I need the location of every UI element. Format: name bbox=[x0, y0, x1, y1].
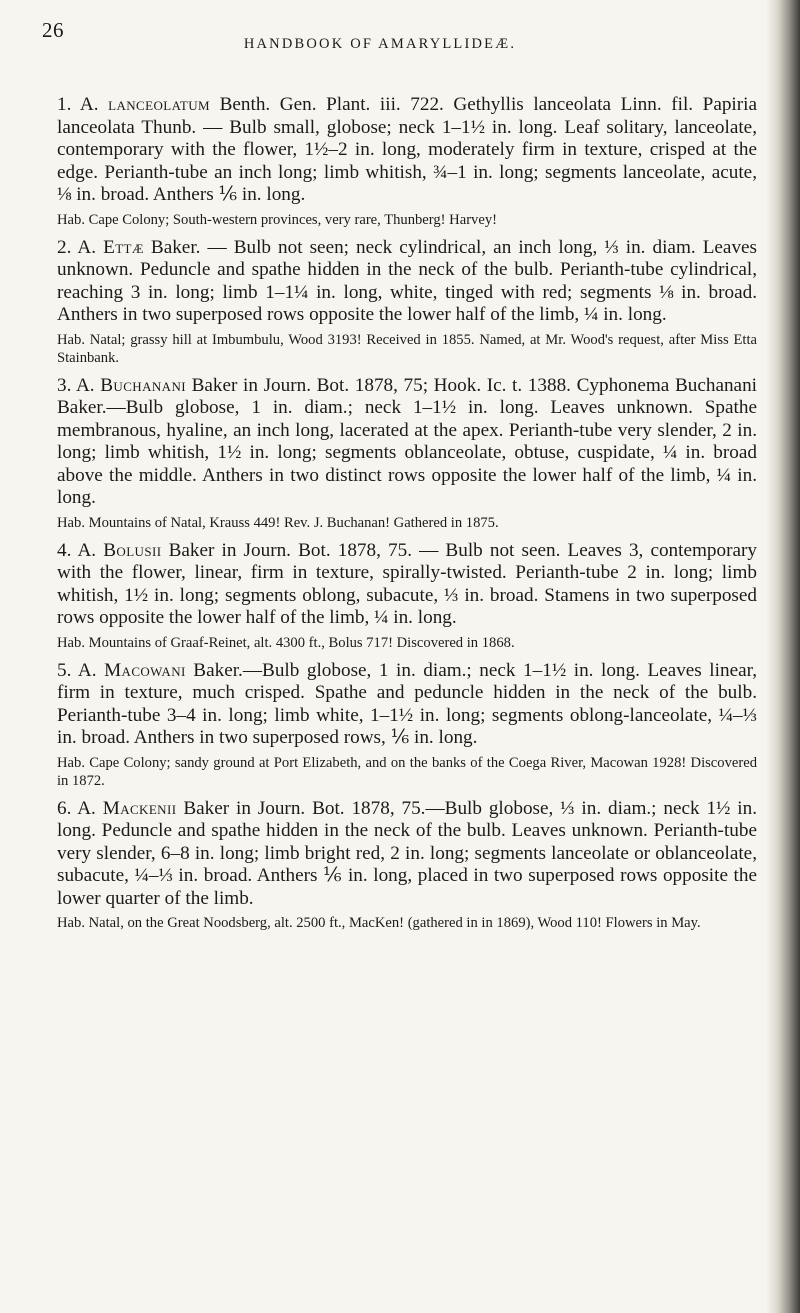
habitat-note: Hab. Mountains of Natal, Krauss 449! Rev. J. Buchanan! Gathered in 1875. bbox=[57, 514, 499, 531]
description-text: Baker in Journ. Bot. 1878, 75.—Bulb globose, ⅓ in. diam.; neck 1½ in. long. Peduncle and spathe hidden in the neck of the bulb. Leaves unknown. Perianth-tube very slender, 6–8 in. long; limb bright red, 2 in. long; segments lanceolate or oblanceolate, subacute, ¼–⅓ in. broad. Anthers ⅙ in. long, placed in two superposed rows opposite the lower quarter of the limb. bbox=[57, 797, 758, 909]
description-text: Baker. — Bulb not seen; neck cylindrical, an inch long, ⅓ in. diam. Leaves unknown. Peduncle and spathe hidden in the neck of the bulb. Perianth-tube cylindrical, reaching 3 in. long; limb 1–1¼ in. long, white, tinged with red; segments ⅛ in. broad. Anthers in two superposed rows opposite the lower half of the limb, ¼ in. long. bbox=[57, 236, 758, 325]
genus-abbrev: A. bbox=[77, 659, 97, 681]
species-entry-2 bbox=[57, 237, 757, 367]
habitat-note: Hab. Natal, on the Great Noodsberg, alt. 2500 ft., MacKen! (gathered in in 1869), Wood 110! Flowers in May. bbox=[57, 915, 701, 931]
genus-abbrev: A. bbox=[79, 94, 99, 115]
species-entry-6 bbox=[57, 798, 757, 933]
species-description bbox=[57, 660, 757, 750]
species-description bbox=[57, 237, 757, 327]
genus-abbrev: A. bbox=[75, 374, 95, 396]
genus-abbrev: A. bbox=[77, 236, 97, 258]
species-entry-5 bbox=[57, 660, 757, 790]
page-edge-shadow bbox=[766, 0, 800, 1313]
entry-number: 2. bbox=[57, 236, 72, 258]
species-epithet: lanceolatum bbox=[108, 94, 211, 115]
species-epithet: Bolusii bbox=[103, 539, 162, 561]
entry-number: 5. bbox=[57, 659, 72, 681]
species-description bbox=[57, 798, 757, 911]
description-text: Benth. Gen. Plant. iii. 722. Gethyllis lanceolata Linn. fil. Papiria lanceolata Thunb. — Bulb small, globose; neck 1–1½ in. long. Leaf solitary, lanceolate, contemporary with the flower, 1½–2 in. long, moderately firm in texture, crisped at the edge. Perianth-tube an inch long; limb whitish, ¾–1 in. long; segments lanceolate, acute, ⅛ in. broad. Anthers ⅙ in. long. bbox=[57, 94, 757, 205]
species-description bbox=[57, 540, 757, 630]
species-entry-3 bbox=[57, 375, 757, 532]
entry-number: 3. bbox=[57, 374, 72, 396]
species-epithet: Ettæ bbox=[103, 236, 144, 258]
description-text: Baker in Journ. Bot. 1878, 75; Hook. Ic. t. 1388. Cyphonema Buchanani Baker.—Bulb globose, 1 in. diam.; neck 1–1½ in. long. Leaves unknown. Spathe membranous, hyaline, an inch long, lacerated at the apex. Perianth-tube very slender, 2 in. long; limb whitish, 1½ in. long; segments oblanceolate, obtuse, cuspidate, ¼ in. broad above the middle. Anthers in two distinct rows opposite the lower half of the limb, ¼ in. long. bbox=[57, 374, 757, 508]
species-entry-1 bbox=[57, 94, 757, 229]
species-epithet: Buchanani bbox=[100, 374, 186, 396]
species-epithet: Macowani bbox=[104, 659, 186, 681]
habitat-note: Hab. Mountains of Graaf-Reinet, alt. 4300 ft., Bolus 717! Discovered in 1868. bbox=[57, 634, 515, 651]
description-text: Baker.—Bulb globose, 1 in. diam.; neck 1–1½ in. long. Leaves linear, firm in texture, much crisped. Spathe and peduncle hidden in the neck of the bulb. Perianth-tube 3–4 in. long; limb white, 1–1½ in. long; segments oblong-lanceolate, ¼–⅓ in. broad. Anthers in two superposed rows, ⅙ in. long. bbox=[57, 659, 758, 748]
entry-number: 1. bbox=[57, 94, 72, 115]
species-description bbox=[57, 375, 757, 510]
habitat-note: Hab. Natal; grassy hill at Imbumbulu, Wood 3193! Received in 1855. Named, at Mr. Wood's request, after Miss Etta Stainbank. bbox=[57, 331, 757, 366]
genus-abbrev: A. bbox=[77, 539, 97, 561]
page-number: 26 bbox=[42, 18, 64, 42]
entry-number: 6. bbox=[57, 797, 72, 819]
species-epithet: Mackenii bbox=[102, 797, 177, 819]
description-text: Baker in Journ. Bot. 1878, 75. — Bulb not seen. Leaves 3, contemporary with the flower, linear, firm in texture, spirally-twisted. Perianth-tube 2 in. long; limb whitish, 1½ in. long; segments oblong, subacute, ⅓ in. broad. Stamens in two superposed rows opposite the lower half of the limb, ¼ in. long. bbox=[57, 539, 758, 628]
species-list bbox=[57, 94, 757, 940]
page-header bbox=[0, 0, 760, 56]
genus-abbrev: A. bbox=[77, 797, 96, 819]
species-description bbox=[57, 94, 757, 207]
entry-number: 4. bbox=[57, 539, 72, 561]
species-entry-4 bbox=[57, 540, 757, 652]
habitat-note: Hab. Cape Colony; South-western provinces, very rare, Thunberg! Harvey! bbox=[57, 211, 497, 228]
running-title: HANDBOOK OF AMARYLLIDEÆ. bbox=[243, 36, 517, 52]
habitat-note: Hab. Cape Colony; sandy ground at Port Elizabeth, and on the banks of the Coega River, Macowan 1928! Discovered in 1872. bbox=[57, 754, 757, 789]
